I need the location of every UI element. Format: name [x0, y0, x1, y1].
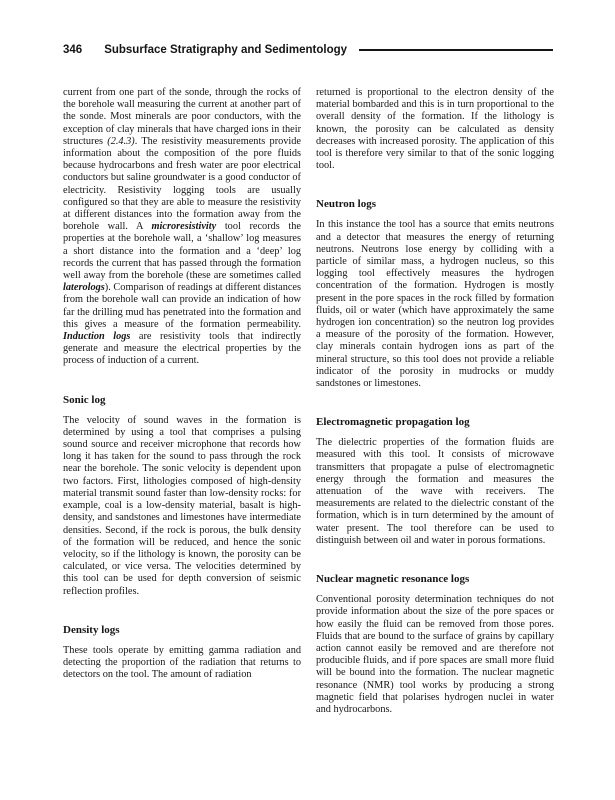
left-column — [63, 87, 301, 716]
header-rule — [359, 49, 553, 51]
section-heading: Nuclear magnetic resonance logs — [316, 573, 470, 586]
emphasized-term: Induction logs — [63, 331, 131, 343]
text-run: are resistivity tools that indirectly generate and measure the electrical properties by the process of induction of a current. — [63, 331, 301, 367]
page-header — [63, 43, 553, 57]
text-run: In this instance the tool has a source that emits neutrons and a detector that measures the energy of returning neutrons. Neutrons lose energy by colliding with a particle of similar mass, a hydrogen nucleus, so this logging tool effectively measures the hydrogen concentration of the formation. Hydrogen is mostly present in the pore spaces in the rock filled by formation fluids, oil or water (which have approximately the same hydrogen ion concentration) so the neutron log provides a measure of the porosity of the formation. However, clay minerals contain hydrogen ions as part of the mineral structure, so this tool does not provide a reliable indicator of the porosity in mudrocks or muddy sandstones or limestones. — [316, 219, 554, 390]
running-head-title: Subsurface Stratigraphy and Sedimentology — [104, 44, 348, 56]
body-paragraph — [316, 437, 554, 547]
text-run: Conventional porosity determination techniques do not provide information about the size of the pore spaces or how easily the fluid can be removed from those pores. Fluids that are bound to the surface of grains by capillary action cannot easily be removed and are therefore not producible fluids, and if pore spaces are small more fluid will be bound into the formation. The nuclear magnetic resonance (NMR) tool works by producing a strong magnetic field that polarises hydrogen nuclei in water and hydrocarbons. — [316, 594, 554, 715]
emphasized-term: (2.4.3) — [107, 135, 135, 147]
body-paragraph — [316, 594, 554, 716]
page-number: 346 — [63, 44, 83, 56]
text-run: returned is proportional to the electron density of the material bombarded and this is in turn proportional to the overall density of the formation. If the lithology is known, the porosity can be calculated as density decreases with increased porosity. The application of this tool is therefore very similar to that of the sonic logging tool. — [316, 87, 554, 172]
section-heading: Electromagnetic propagation log — [316, 416, 470, 429]
body-paragraph — [63, 87, 301, 368]
section-heading: Sonic log — [63, 393, 106, 406]
section-heading: Density logs — [63, 623, 120, 636]
text-run: . The resistivity measurements provide information about the composition of the pore fluids because hydrocarbons and fresh water are poor electrical conductors but saline groundwater is a good conductor of electricity. Resistivity logging tools are usually configured so that they are able to measure the resistivity at different distances into the formation away from the borehole wall. A — [63, 135, 301, 233]
emphasized-term: laterologs — [63, 282, 105, 294]
page-body — [63, 87, 554, 716]
body-paragraph — [63, 415, 301, 598]
text-run: tool records the properties at the borehole wall, a ‘shallow’ log measures a short distance into the formation and a ‘deep’ log records the current that has passed through the formation well away from the borehole (these are sometimes called — [63, 221, 301, 282]
text-run: current from one part of the sonde, through the rocks of the borehole wall measuring the current at another part of the sonde. Most minerals are poor conductors, with the exception of clay minerals that have charged ions in their structures — [63, 87, 301, 147]
body-paragraph — [316, 87, 554, 172]
body-paragraph — [316, 219, 554, 390]
text-run: These tools operate by emitting gamma radiation and detecting the proportion of the radiation that returns to detectors on the tool. The amount of radiation — [63, 644, 301, 681]
text-run: The velocity of sound waves in the formation is determined by using a tool that comprises a pulsing sound source and receiver microphone that records how long it has taken for the sound to pass through the rock near the borehole. The sonic velocity is dependent upon two factors. First, lithologies composed of high-density material transmit sound faster than low-density rocks: for example, coal is a low-density material, basalt is high-density, and sandstones and limestones have intermediate densities. Second, if the rock is porous, the bulk density of the formation will be reduced, and hence the sonic velocity, so if the lithology is known, the porosity can be calculated, or vice versa. The velocities determined by this tool can be used for depth conversion of seismic reflection profiles. — [63, 414, 301, 597]
body-paragraph — [63, 645, 301, 682]
section-heading: Neutron logs — [316, 198, 376, 211]
text-run: The dielectric properties of the formation fluids are measured with this tool. It consists of microwave transmitters that propagate a pulse of electromagnetic energy through the formation and measures the attenuation of the wave with receivers. The measurements are related to the dielectric constant of the formation, which is in turn determined by the amount of water present. The tool therefore can be used to distinguish between oil and water in porous formations. — [316, 437, 554, 546]
emphasized-term: microresistivity — [151, 221, 217, 233]
text-run: ). Comparison of readings at different distances from the borehole wall can provide an indication of how far the drilling mud has penetrated into the formation and this gives a measure of the formation permeability. — [63, 282, 301, 330]
right-column — [316, 87, 554, 716]
